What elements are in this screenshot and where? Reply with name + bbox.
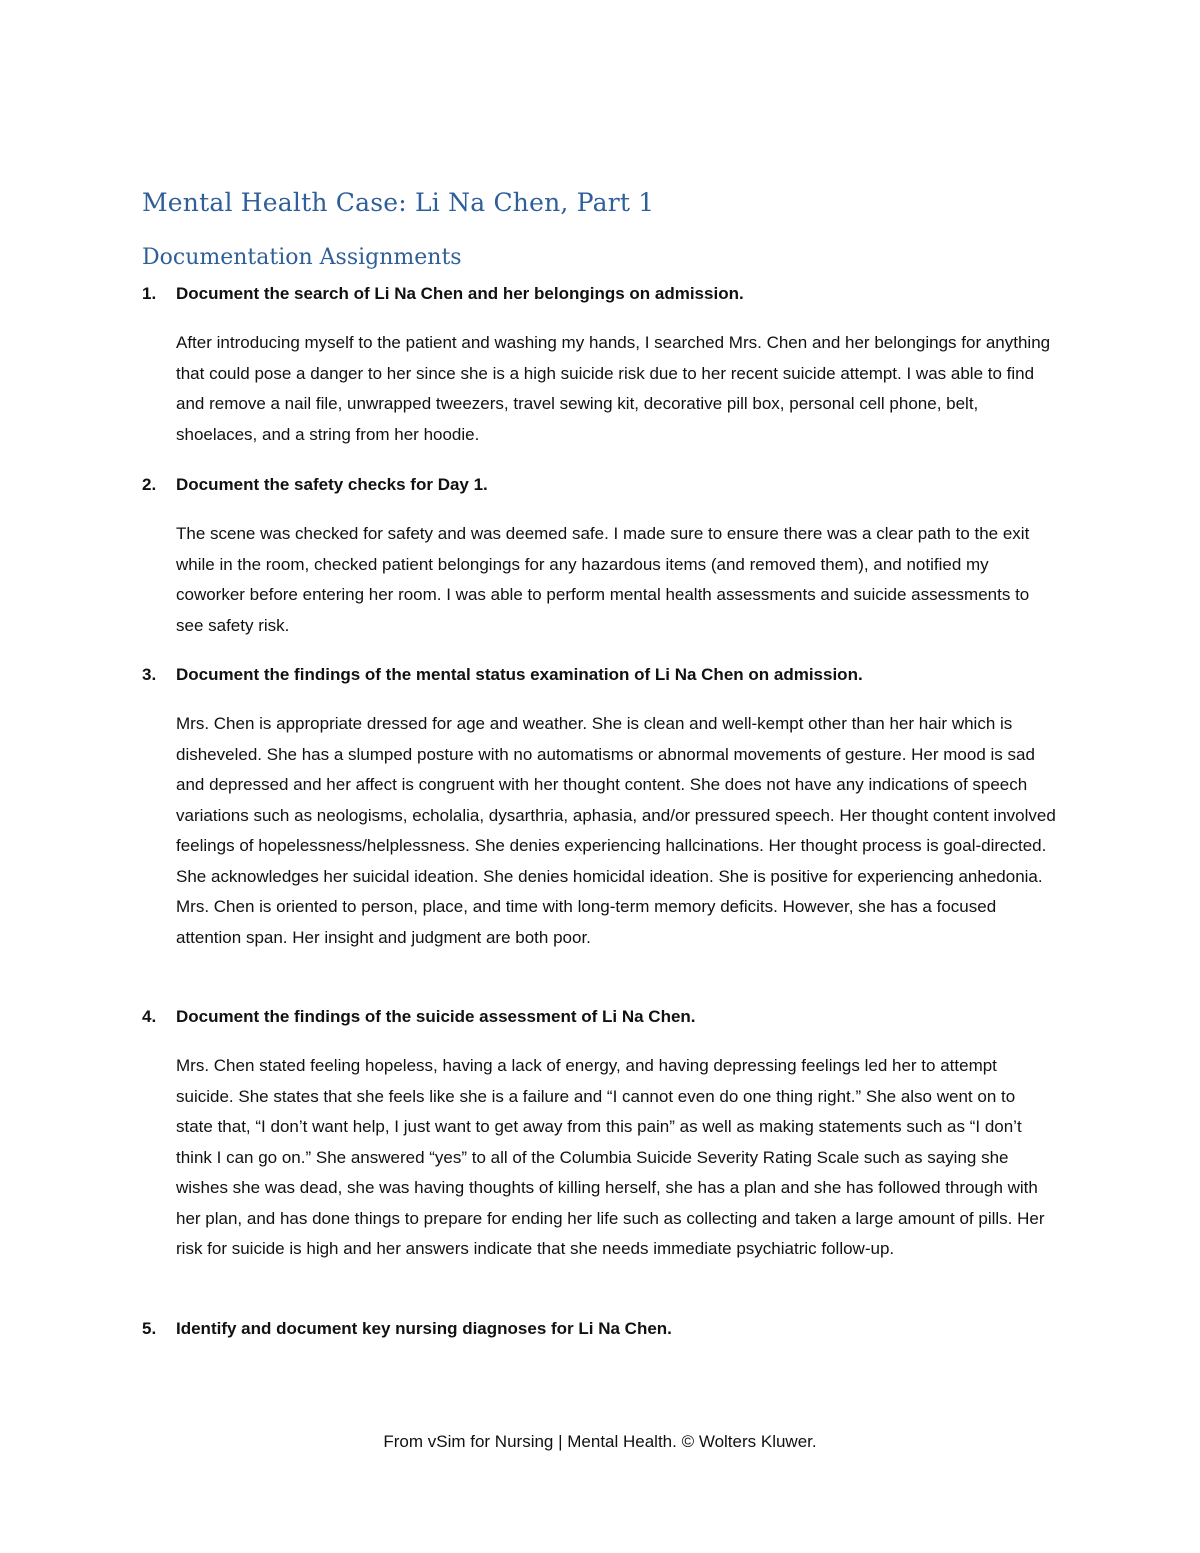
page-footer: From vSim for Nursing | Mental Health. © Wolters Kluwer. — [383, 1432, 817, 1451]
assignment-number: 4. — [142, 1007, 157, 1026]
assignment-item-5 — [142, 1317, 1052, 1341]
assignment-number: 5. — [142, 1319, 157, 1338]
assignment-item-1 — [142, 282, 1052, 450]
assignment-question-text: Document the search of Li Na Chen and her belongings on admission. — [176, 284, 744, 303]
assignment-number: 3. — [142, 665, 157, 684]
assignment-question-text: Document the safety checks for Day 1. — [176, 475, 488, 494]
assignment-answer: The scene was checked for safety and was deemed safe. I made sure to ensure there was a clear path to the exit while in the room, checked patient belongings for any hazardous items (and removed them), and notified my coworker before entering her room. I was able to perform mental health assessments and suicide assessments to see safety risk. — [176, 524, 1030, 635]
assignment-item-3 — [142, 663, 1056, 953]
document-title: Mental Health Case: Li Na Chen, Part 1 — [142, 188, 655, 217]
assignment-answer: Mrs. Chen stated feeling hopeless, having a lack of energy, and having depressing feelings led her to attempt suicide. She states that she feels like she is a failure and “I cannot even do one thing right.” She also went on to state that, “I don’t want help, I just want to get away from this pain” as well as making statements such as “I don’t think I can go on.” She answered “yes” to all of the Columbia Suicide Severity Rating Scale such as saying she wishes she was dead, she was having thoughts of killing herself, she has a plan and she has followed through with her plan, and has done things to prepare for ending her life such as collecting and taken a large amount of pills. Her risk for suicide is high and her answers indicate that she needs immediate psychiatric follow-up. — [176, 1056, 1045, 1258]
assignment-number: 2. — [142, 475, 157, 494]
assignment-number: 1. — [142, 284, 157, 303]
assignment-item-2 — [142, 473, 1052, 641]
assignment-question-text: Document the findings of the mental status examination of Li Na Chen on admission. — [176, 665, 863, 684]
assignment-question — [142, 282, 1052, 306]
assignment-answer: After introducing myself to the patient and washing my hands, I searched Mrs. Chen and her belongings for anything that could pose a danger to her since she is a high suicide risk due to her recent suicide attempt. I was able to find and remove a nail file, unwrapped tweezers, travel sewing kit, decorative pill box, personal cell phone, belt, shoelaces, and a string from her hoodie. — [176, 333, 1051, 444]
assignment-question-text: Identify and document key nursing diagnoses for Li Na Chen. — [176, 1319, 672, 1338]
assignment-answer: Mrs. Chen is appropriate dressed for age and weather. She is clean and well-kempt other than her hair which is disheveled. She has a slumped posture with no automatisms or abnormal movements of gesture. Her mood is sad and depressed and her affect is congruent with her thought content. She does not have any indications of speech variations such as neologisms, echolalia, dysarthria, aphasia, and/or pressured speech. Her thought content involved feelings of hopelessness/helplessness. She denies experiencing hallcinations. Her thought process is goal-directed. She acknowledges her suicidal ideation. She denies homicidal ideation. She is positive for experiencing anhedonia. Mrs. Chen is oriented to person, place, and time with long-term memory deficits. However, she has a focused attention span. Her insight and judgment are both poor. — [176, 714, 1056, 947]
assignment-question — [142, 473, 1052, 497]
assignment-question — [142, 663, 1052, 687]
assignment-item-4 — [142, 1005, 1052, 1265]
assignment-question — [142, 1005, 1052, 1029]
section-heading: Documentation Assignments — [142, 245, 462, 270]
assignment-question-text: Document the findings of the suicide assessment of Li Na Chen. — [176, 1007, 696, 1026]
assignment-question — [142, 1317, 1052, 1341]
